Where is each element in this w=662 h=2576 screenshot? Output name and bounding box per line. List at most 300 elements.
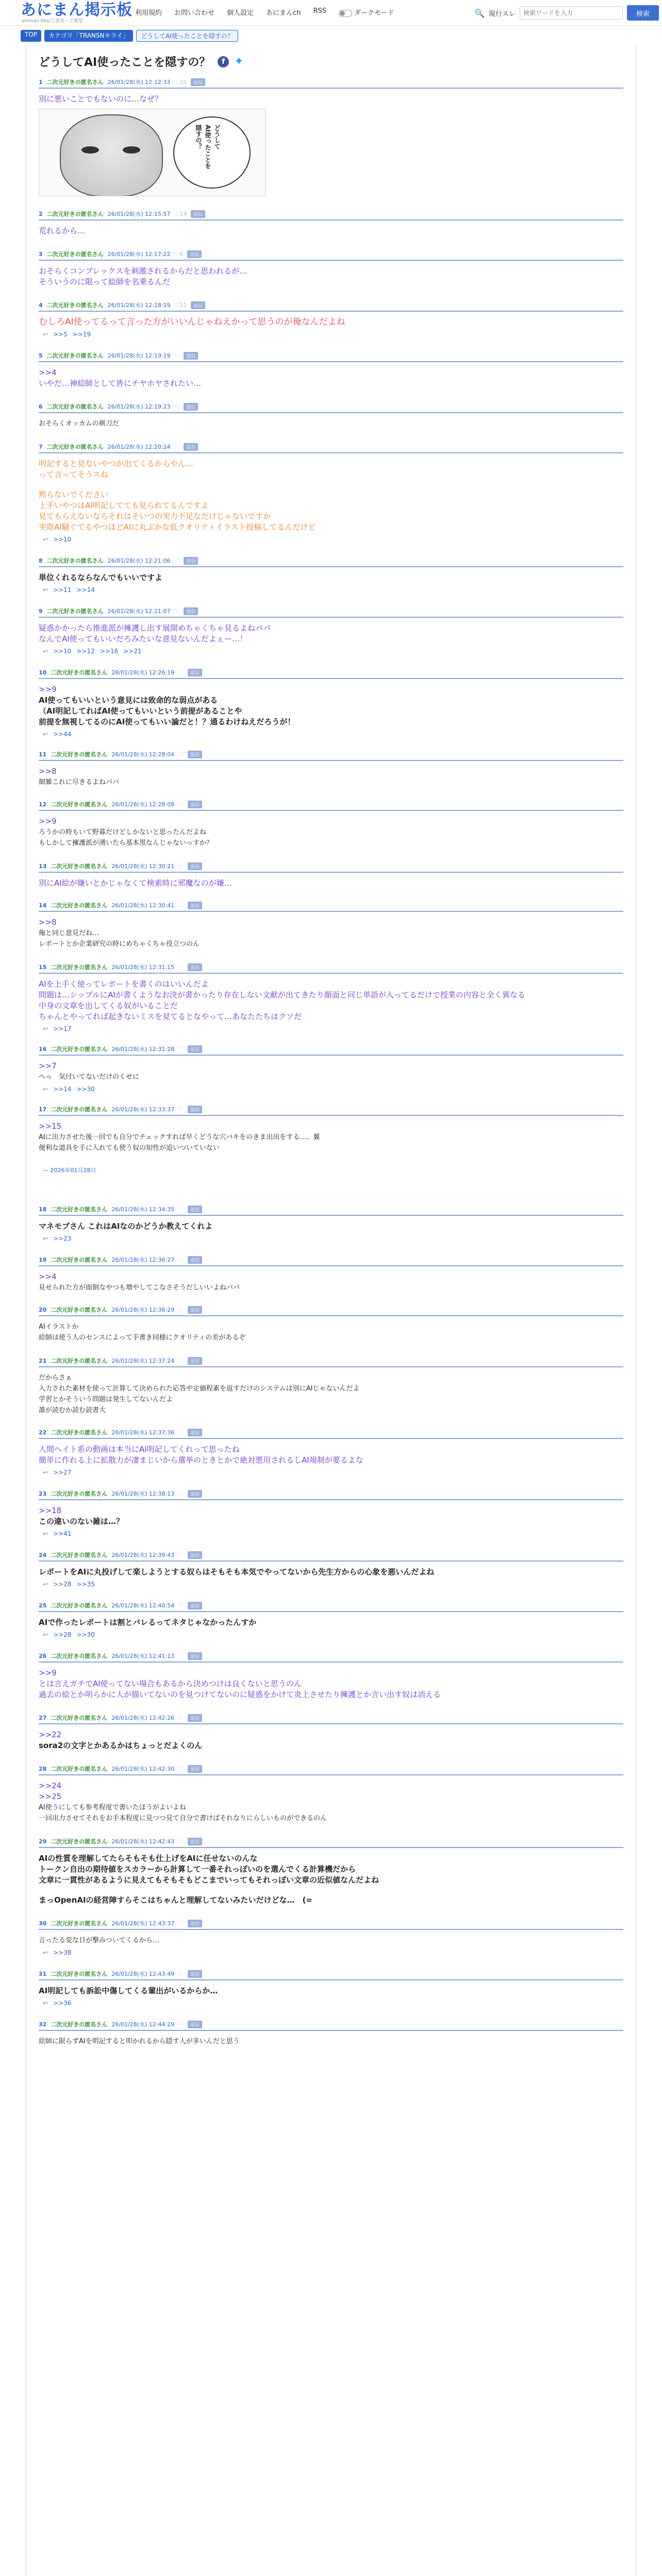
- heart-icon: ♡: [174, 301, 180, 309]
- post-line: [39, 1886, 623, 1895]
- reply-button[interactable]: 返信: [188, 801, 202, 808]
- post-line: sora2の文字とかあるかはちょっとだよくのん: [39, 1741, 203, 1750]
- like-button[interactable]: [178, 1106, 184, 1113]
- reply-link[interactable]: >>23: [53, 1235, 72, 1242]
- post-line: ろうかの時もいて野暮だけどしかないと思ったんだよね: [39, 828, 207, 836]
- poster-name: 二次元好きの匿名さん: [51, 964, 108, 971]
- reply-link[interactable]: >>12: [76, 648, 95, 655]
- like-button[interactable]: [178, 1206, 184, 1213]
- post-body: [39, 1980, 623, 1996]
- post: [26, 901, 636, 950]
- post-number[interactable]: 10: [39, 669, 47, 676]
- post-number[interactable]: 30: [39, 1920, 47, 1927]
- like-button[interactable]: [178, 964, 184, 971]
- twitter-share-icon[interactable]: ✦: [234, 55, 244, 68]
- post-body: [39, 1848, 623, 1906]
- meme-image[interactable]: [39, 109, 266, 196]
- post-footer: [39, 1022, 623, 1032]
- reply-link[interactable]: >>30: [76, 1631, 95, 1638]
- like-button[interactable]: [175, 251, 184, 258]
- post-header: [39, 862, 623, 873]
- post-list: [26, 78, 636, 2047]
- reply-anchor[interactable]: >>8: [39, 767, 57, 776]
- heart-icon: ♡: [178, 1838, 184, 1845]
- post-number[interactable]: 7: [39, 443, 43, 450]
- post-number[interactable]: 6: [39, 403, 43, 410]
- reply-button[interactable]: 返信: [188, 1551, 202, 1559]
- heart-icon: ♡: [178, 1490, 184, 1497]
- site-logo[interactable]: [21, 2, 133, 24]
- reply-button[interactable]: 返信: [188, 1045, 202, 1053]
- post-body: [39, 1116, 623, 1154]
- post-header: [39, 1256, 623, 1266]
- like-button[interactable]: [175, 444, 180, 450]
- reply-link[interactable]: >>38: [53, 1949, 72, 1956]
- like-button[interactable]: [178, 1653, 184, 1659]
- reply-arrow-icon: ↩: [43, 1086, 48, 1093]
- reply-button[interactable]: 返信: [191, 301, 205, 309]
- reply-button[interactable]: 返信: [188, 1602, 202, 1609]
- post-footer: [39, 533, 623, 543]
- post: [26, 607, 636, 655]
- post-body: [39, 1367, 623, 1416]
- post-number[interactable]: 31: [39, 1970, 47, 1977]
- post-header: [39, 1489, 623, 1500]
- reply-arrow-icon: ↩: [43, 648, 48, 655]
- like-button[interactable]: [175, 79, 187, 86]
- post-line: 絵師に限らずAIを明記すると叩かれるから隠す人が多いんだと思う: [39, 2038, 240, 2045]
- reply-button[interactable]: 返信: [188, 1106, 202, 1113]
- like-button[interactable]: [178, 1766, 184, 1772]
- like-button[interactable]: [178, 1838, 184, 1845]
- post: [26, 963, 636, 1032]
- post-line: むしろAI使ってるって言った方がいいんじゃねえかって思うのが俺なんだよね: [39, 317, 345, 327]
- post-number[interactable]: 14: [39, 902, 47, 909]
- post-line: 別にAI絵が嫌いとかじゃなくて検索時に邪魔なのが嫌…: [39, 878, 232, 888]
- reply-button[interactable]: 返信: [188, 862, 202, 870]
- reply-button[interactable]: 返信: [188, 1256, 202, 1264]
- post-number[interactable]: 11: [39, 751, 47, 758]
- post-header: [39, 1765, 623, 1775]
- post: [26, 1428, 636, 1476]
- toggle-switch-icon[interactable]: [339, 10, 352, 17]
- heart-icon: ♡: [174, 557, 180, 564]
- post-date: 26/01/28(水) 12:15:57: [107, 211, 171, 217]
- post-header: [39, 1045, 623, 1056]
- reply-link[interactable]: >>36: [53, 1999, 72, 2007]
- post-date: 26/01/28(水) 12:18:19: [107, 302, 171, 309]
- post-body: [39, 2031, 623, 2047]
- post-line: 絵師は使う人のセンスによって手書き同様にクオリティの差があるぞ: [39, 1334, 246, 1342]
- like-button[interactable]: [178, 2021, 184, 2028]
- poster-name: 二次元好きの匿名さん: [51, 1971, 108, 1977]
- like-button[interactable]: [178, 1715, 184, 1721]
- reply-anchor[interactable]: >>15: [39, 1122, 62, 1131]
- poster-name: 二次元好きの匿名さん: [46, 79, 104, 86]
- post-header: [39, 402, 623, 413]
- search-input[interactable]: [520, 6, 623, 20]
- like-button[interactable]: [175, 352, 180, 359]
- post-number[interactable]: 17: [39, 1106, 47, 1113]
- post-header: [39, 1714, 623, 1724]
- post: [26, 668, 636, 738]
- post-body: [39, 811, 623, 849]
- poster-name: 二次元好きの匿名さん: [51, 1429, 108, 1436]
- reply-button[interactable]: 返信: [184, 403, 198, 411]
- post-line: ちゃんとやってれば起きないミスを見てるとなやって…あなたたちはクソだ: [39, 1012, 302, 1021]
- post-date: 26/01/28(水) 12:44:29: [111, 2021, 175, 2028]
- reply-arrow-icon: ↩: [43, 331, 48, 338]
- heart-icon: ♡: [174, 607, 180, 615]
- eye-icon: [81, 146, 99, 154]
- reply-button[interactable]: 返信: [188, 1429, 202, 1436]
- post-body: [39, 1500, 623, 1527]
- post-header: [39, 800, 623, 811]
- dark-mode-label: ダークモード: [354, 9, 394, 17]
- search-button[interactable]: 検索: [627, 5, 659, 21]
- post: [26, 443, 636, 543]
- post-line: AI使うにしても参考程度で書いたほうがよいよね: [39, 1804, 186, 1811]
- reply-link[interactable]: >>44: [53, 731, 72, 738]
- reply-anchor[interactable]: >>9: [39, 685, 57, 694]
- heart-icon: ♡: [178, 1106, 184, 1113]
- reply-button[interactable]: 返信: [188, 1206, 202, 1213]
- post-number[interactable]: 15: [39, 963, 47, 971]
- post-date: 26/01/28(水) 12:19:23: [107, 403, 171, 410]
- reply-link[interactable]: >>28: [53, 1581, 72, 1588]
- post: [26, 1256, 636, 1293]
- post-body: [39, 1562, 623, 1578]
- post-body: [39, 312, 623, 328]
- poster-name: 二次元好きの匿名さん: [51, 1257, 108, 1263]
- post-date: 26/01/28(水) 12:38:13: [111, 1490, 175, 1497]
- reply-link[interactable]: >>30: [76, 1086, 95, 1093]
- post-line: 黙らないでください: [39, 490, 109, 499]
- post-date: 26/01/28(水) 12:37:36: [111, 1429, 175, 1436]
- reply-anchor[interactable]: >>4: [39, 368, 57, 377]
- like-count: 10: [179, 78, 187, 86]
- reply-link[interactable]: >>19: [72, 331, 91, 338]
- post-header: [39, 301, 623, 312]
- post-number[interactable]: 18: [39, 1206, 47, 1213]
- reply-button[interactable]: 返信: [188, 751, 202, 758]
- post-line: って言ってそうスね: [39, 470, 109, 479]
- reply-button[interactable]: 返信: [184, 557, 198, 565]
- post-date: 26/01/28(水) 12:36:29: [111, 1307, 175, 1313]
- reply-anchor[interactable]: >>9: [39, 1668, 57, 1677]
- heart-icon: ♡: [178, 1602, 184, 1609]
- post-body: [39, 89, 623, 105]
- reply-button[interactable]: 返信: [184, 443, 198, 451]
- post-line: へっ 気付いてないだけのくせに: [39, 1073, 140, 1081]
- post-line: 過去の絵とか明らかに人が描いてないのを見つけてないのに疑惑をかけて炎上させたり擁護とか言い出す奴は消える: [39, 1690, 441, 1699]
- post-number[interactable]: 16: [39, 1045, 47, 1053]
- post: [26, 1970, 636, 2007]
- post-number[interactable]: 26: [39, 1652, 47, 1659]
- post-date: 26/01/28(水) 12:40:54: [111, 1602, 175, 1609]
- post-date: 26/01/28(水) 12:21:06: [107, 557, 171, 564]
- post-line: だからさぁ: [39, 1374, 73, 1382]
- heart-icon: ♡: [174, 443, 180, 450]
- post-date: 26/01/28(水) 12:12:33: [107, 79, 171, 86]
- reply-link[interactable]: >>17: [53, 1025, 72, 1032]
- post-number[interactable]: 32: [39, 2021, 47, 2028]
- heart-icon: ♡: [178, 1206, 184, 1213]
- post-body: [39, 873, 623, 889]
- like-button[interactable]: [175, 211, 187, 217]
- breadcrumb-category[interactable]: カテゴリ「TRANSNキライ」: [44, 30, 133, 42]
- like-button[interactable]: [175, 557, 180, 564]
- poster-name: 二次元好きの匿名さん: [46, 557, 104, 564]
- like-count: 12: [179, 301, 187, 309]
- post-number[interactable]: 3: [39, 250, 43, 258]
- like-button[interactable]: [178, 1920, 184, 1927]
- site-header: [0, 0, 662, 26]
- post-line: とは言えガチでAI使ってない場合もあるから決めつけは良くないと思うのん: [39, 1679, 302, 1688]
- poster-name: 二次元好きの匿名さん: [51, 863, 108, 870]
- post-line: いやだ…神絵師として皆にチヤホヤされたい…: [39, 379, 202, 388]
- like-button[interactable]: [178, 1358, 184, 1364]
- reply-arrow-icon: ↩: [43, 1469, 48, 1476]
- like-button[interactable]: [178, 751, 184, 758]
- like-button[interactable]: [178, 1552, 184, 1558]
- poster-name: 二次元好きの匿名さん: [51, 1358, 108, 1364]
- post-number[interactable]: 24: [39, 1551, 47, 1558]
- post-body: [39, 618, 623, 645]
- post-header: [39, 963, 623, 974]
- post-number[interactable]: 23: [39, 1490, 47, 1497]
- reply-anchor[interactable]: >>24: [39, 1781, 62, 1790]
- reply-link[interactable]: >>28: [53, 1631, 72, 1638]
- like-button[interactable]: [175, 302, 187, 309]
- post-header: [39, 351, 623, 362]
- post-number[interactable]: 21: [39, 1357, 47, 1364]
- breadcrumb-top[interactable]: TOP: [21, 30, 41, 42]
- reply-link[interactable]: >>41: [53, 1530, 72, 1537]
- post-date: 26/01/28(水) 12:33:37: [111, 1106, 175, 1113]
- post-number[interactable]: 5: [39, 352, 43, 359]
- post-line: この違いのない雑は…？: [39, 1517, 124, 1526]
- like-button[interactable]: [178, 1257, 184, 1263]
- poster-name: 二次元好きの匿名さん: [51, 1106, 108, 1113]
- post-body: [39, 1612, 623, 1628]
- post: [26, 1652, 636, 1700]
- like-button[interactable]: [178, 1971, 184, 1977]
- share-buttons: [218, 56, 247, 67]
- like-button[interactable]: [178, 863, 184, 870]
- reply-button[interactable]: 返信: [191, 78, 205, 86]
- reply-arrow-icon: ↩: [43, 731, 48, 738]
- heart-icon: ♡: [178, 1765, 184, 1772]
- post-line: AIを上手く使ってレポートを書くのはいいんだよ: [39, 979, 209, 989]
- post-footer: [39, 1628, 623, 1638]
- post-line: 疑惑かかったら推進派が擁護し出す展開めちゃくちゃ見るよねパパ: [39, 623, 271, 633]
- reply-button[interactable]: 返信: [184, 607, 198, 615]
- like-button[interactable]: [175, 403, 180, 410]
- nav-rss[interactable]: RSS: [313, 7, 326, 15]
- facebook-share-icon[interactable]: f: [218, 56, 229, 67]
- reply-button[interactable]: 返信: [191, 210, 205, 218]
- dark-mode-toggle[interactable]: [339, 7, 394, 17]
- reply-link[interactable]: >>21: [123, 648, 142, 655]
- post-number[interactable]: 4: [39, 301, 43, 309]
- reply-button[interactable]: 返信: [184, 352, 198, 360]
- heart-icon: ♡: [174, 352, 180, 359]
- post: [26, 1045, 636, 1093]
- like-button[interactable]: [178, 1602, 184, 1609]
- reply-button[interactable]: 返信: [188, 1306, 202, 1314]
- reply-link[interactable]: >>16: [100, 648, 119, 655]
- poster-name: 二次元好きの匿名さん: [51, 902, 108, 909]
- poster-name: 二次元好きの匿名さん: [51, 1653, 108, 1659]
- post-number[interactable]: 28: [39, 1765, 47, 1772]
- reply-button[interactable]: 返信: [188, 1652, 202, 1660]
- like-button[interactable]: [178, 801, 184, 808]
- heart-icon: ♡: [174, 78, 180, 86]
- poster-name: 二次元好きの匿名さん: [51, 1766, 108, 1772]
- post-body: [39, 362, 623, 389]
- reply-anchor[interactable]: >>9: [39, 817, 57, 826]
- reply-anchor[interactable]: >>18: [39, 1506, 62, 1515]
- post-line: 誰が読むか読む読書大: [39, 1406, 106, 1414]
- post-number[interactable]: 19: [39, 1256, 47, 1263]
- poster-name: 二次元好きの匿名さん: [51, 1046, 108, 1053]
- like-count: 6: [179, 250, 184, 258]
- reply-link[interactable]: >>35: [76, 1581, 95, 1588]
- reply-link[interactable]: >>11: [53, 586, 72, 594]
- post-footer: [39, 1578, 623, 1588]
- post-number[interactable]: 20: [39, 1306, 47, 1313]
- heart-icon: ♡: [178, 1306, 184, 1313]
- reply-link[interactable]: >>14: [53, 1086, 72, 1093]
- poster-name: 二次元好きの匿名さん: [46, 251, 104, 258]
- poster-name: 二次元好きの匿名さん: [46, 211, 104, 217]
- like-button[interactable]: [178, 1307, 184, 1313]
- post-line: なんでAI使ってもいいだろみたいな意見ないんだよぇー…！: [39, 634, 247, 643]
- post-body: [39, 761, 623, 788]
- reply-button[interactable]: 返信: [188, 669, 202, 676]
- reply-anchor[interactable]: >>7: [39, 1061, 57, 1071]
- post-number[interactable]: 13: [39, 862, 47, 870]
- post-number[interactable]: 1: [39, 78, 43, 86]
- post-number[interactable]: 22: [39, 1429, 47, 1436]
- nav-settings[interactable]: 個人設定: [227, 9, 254, 17]
- post: [26, 78, 636, 196]
- post-line: 前提を無視してるのにAI使ってもいい論だと！？通るわけねえだろうが！: [39, 717, 295, 726]
- post-line: AIに出力させた後一回でも自分でチェックすれば早くどうな穴バキをのきま出出をする…、翼: [39, 1133, 320, 1141]
- like-button[interactable]: [178, 1490, 184, 1497]
- reply-link[interactable]: >>10: [53, 648, 72, 655]
- post-body: [39, 1930, 623, 1946]
- nav-animanch[interactable]: あにまんch: [266, 9, 301, 17]
- reply-anchor[interactable]: >>8: [39, 918, 57, 927]
- reply-button[interactable]: 返信: [188, 1490, 202, 1498]
- reply-button[interactable]: 返信: [188, 902, 202, 909]
- reply-button[interactable]: 返信: [188, 1765, 202, 1773]
- like-button[interactable]: [178, 669, 184, 676]
- reply-button[interactable]: 返信: [187, 250, 202, 258]
- poster-name: 二次元好きの匿名さん: [51, 801, 108, 808]
- reply-anchor[interactable]: >>22: [39, 1730, 62, 1739]
- heart-icon: ♡: [178, 1256, 184, 1263]
- nav-terms[interactable]: 利用規約: [135, 9, 162, 17]
- logo-title[interactable]: あにまん掲示板: [21, 1, 133, 19]
- heart-icon: ♡: [174, 403, 180, 410]
- post-body: [39, 1266, 623, 1293]
- like-button[interactable]: [178, 1429, 184, 1436]
- post-date: 26/01/28(水) 12:42:26: [111, 1715, 175, 1721]
- heart-icon: ♡: [178, 1045, 184, 1053]
- reply-button[interactable]: 返信: [188, 1920, 202, 1927]
- poster-name: 二次元好きの匿名さん: [51, 669, 108, 676]
- post-header: [39, 1652, 623, 1663]
- post-header: [39, 210, 623, 221]
- post-number[interactable]: 8: [39, 557, 43, 564]
- post-line: マネモブさん これはAIなのかどうか教えてくれよ: [39, 1222, 213, 1231]
- reply-button[interactable]: 返信: [188, 1838, 202, 1845]
- nav-contact[interactable]: お問い合わせ: [174, 9, 215, 17]
- poster-name: 二次元好きの匿名さん: [46, 403, 104, 410]
- post-footer: [39, 1466, 623, 1476]
- reply-anchor[interactable]: >>4: [39, 1272, 57, 1281]
- post-number[interactable]: 2: [39, 210, 43, 217]
- reply-arrow-icon: ↩: [43, 1999, 48, 2007]
- like-button[interactable]: [178, 902, 184, 909]
- reply-button[interactable]: 返信: [188, 1714, 202, 1722]
- reply-button[interactable]: 返信: [188, 2021, 202, 2028]
- post-date: 26/01/28(水) 12:19:19: [107, 352, 171, 359]
- post-header: [39, 2020, 623, 2031]
- post-line: 中身の文章を出してくる奴がいることだ: [39, 1001, 178, 1010]
- post-number[interactable]: 29: [39, 1838, 47, 1845]
- like-button[interactable]: [175, 608, 180, 615]
- logo-subtitle: animan bbs/ご意見・ご要望: [22, 19, 83, 24]
- reply-button[interactable]: 返信: [188, 1357, 202, 1365]
- poster-name: 二次元好きの匿名さん: [51, 1206, 108, 1213]
- breadcrumb-thread[interactable]: どうしてAI使ったことを隠すの？: [136, 30, 238, 42]
- post-date: 26/01/28(水) 12:36:27: [111, 1257, 175, 1263]
- post-date: 26/01/28(水) 12:39:43: [111, 1552, 175, 1558]
- post-line: おそらくコンプレックスを刺激されるからだと思われるが…: [39, 266, 247, 276]
- post-header: [39, 556, 623, 567]
- post-number[interactable]: 27: [39, 1714, 47, 1721]
- post-header: [39, 1357, 623, 1367]
- reply-button[interactable]: 返信: [188, 963, 202, 971]
- reply-link[interactable]: >>10: [53, 536, 72, 543]
- post-date: 26/01/28(水) 12:17:22: [107, 251, 171, 258]
- post-date: 26/01/28(水) 12:31:15: [111, 964, 175, 971]
- search-mode-select[interactable]: 現行スレ: [488, 10, 516, 18]
- post-line: そういうのに限って絵師を名乗るんだ: [39, 277, 171, 286]
- reply-button[interactable]: 返信: [188, 1970, 202, 1978]
- post-body: [39, 679, 623, 727]
- post-body: [39, 912, 623, 950]
- post-header: [39, 1551, 623, 1562]
- like-button[interactable]: [178, 1046, 184, 1053]
- post-number[interactable]: 25: [39, 1602, 47, 1609]
- reply-arrow-icon: ↩: [43, 1631, 48, 1638]
- reply-link[interactable]: >>14: [76, 586, 95, 594]
- post-number[interactable]: 9: [39, 607, 43, 615]
- reply-anchor[interactable]: >>25: [39, 1792, 62, 1801]
- poster-name: 二次元好きの匿名さん: [51, 1552, 108, 1558]
- post-line: もしかして擁護派が湧いたら基本黒なんじゃないっすか？: [39, 839, 213, 847]
- post-body: [39, 1724, 623, 1751]
- post-number[interactable]: 12: [39, 801, 47, 808]
- reply-link[interactable]: >>5: [53, 331, 68, 338]
- poster-name: 二次元好きの匿名さん: [51, 1602, 108, 1609]
- reply-link[interactable]: >>27: [53, 1469, 72, 1476]
